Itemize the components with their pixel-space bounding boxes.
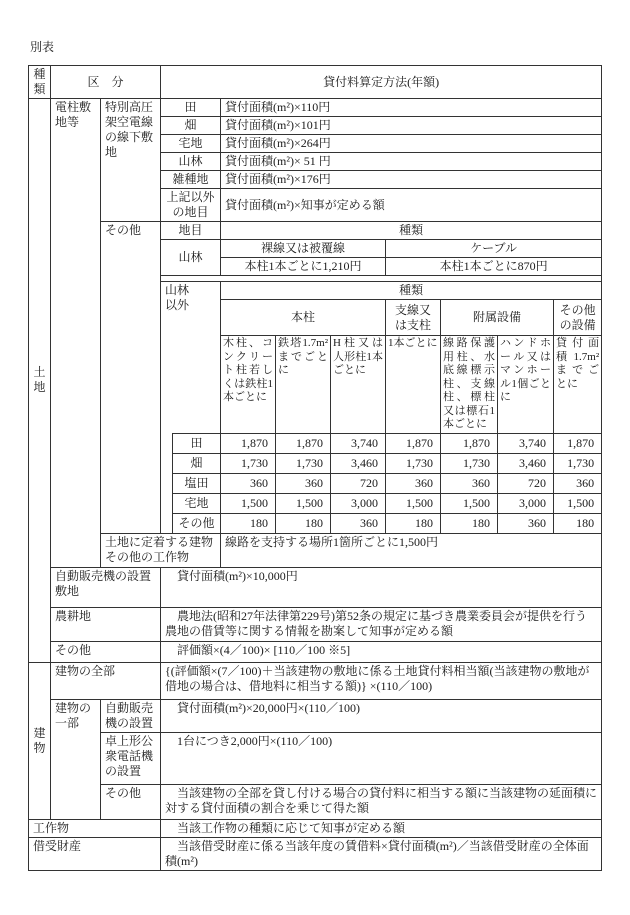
subheader-chimoku: 地目: [161, 222, 221, 240]
cell-jihanki-shikichi-formula: 貸付面積(m²)×10,000円: [161, 567, 602, 607]
cell-formula-ta: 貸付面積(m²)×110円: [221, 99, 602, 117]
data-cell: 1,870: [441, 433, 498, 453]
unit-header-handhole: ハンドホール又はマンホール1個ごとに: [498, 336, 554, 434]
data-cell: 1,870: [276, 433, 331, 453]
cell-ichibu-label: 建物の一部: [51, 699, 101, 819]
group-header-honbashira: 本柱: [221, 300, 386, 336]
data-cell: 720: [498, 473, 554, 493]
data-cell: 3,740: [331, 433, 386, 453]
cell-formula-zasshuchi: 貸付面積(m²)×176円: [221, 171, 602, 189]
cell-tochi-label: 土地: [29, 99, 51, 663]
group-header-sonota-setsubi: その他の設備: [554, 300, 602, 336]
data-cell: 1,730: [386, 453, 441, 473]
header-method: 貸付料算定方法(年額): [161, 66, 602, 99]
unit-header-mokuchu: 木柱、コンクリート柱若しくは鉄柱1本ごとに: [221, 336, 276, 434]
cell-nokochi-label: 農耕地: [51, 607, 161, 641]
cell-ichibu-denwa-formula: 1台につき2,000円×(110／100): [161, 732, 602, 784]
cell-wire-type-bare: 裸線又は被覆線: [221, 240, 386, 258]
unit-header-hbashira: H柱又は人形柱1本ごとに: [331, 336, 386, 434]
cell-ichibu-denwa-label: 卓上形公衆電話機の設置: [101, 732, 161, 784]
data-cell: 1,500: [441, 493, 498, 513]
cell-shakuju-formula: 当該借受財産に係る当該年度の賃借料×貸付面積(m²)／当該借受財産の全体面積(m²): [161, 837, 602, 870]
table-row: [29, 837, 602, 870]
cell-nokochi-formula: 農地法(昭和27年法律第229号)第52条の規定に基づき農業委員会が提供を行う農地の借賃等に関する情報を勘案して知事が定める額: [161, 607, 602, 641]
cell-wire-price-cable: 本柱1本ごとに870円: [386, 258, 602, 276]
cell-item-takuchi: 宅地: [161, 135, 221, 153]
cell-item-hata: 畑: [161, 117, 221, 135]
unit-header-ippon: 1本ごとに: [386, 336, 441, 434]
unit-header-senro-hogo: 線路保護用柱、水底線標示柱、支線柱、標柱又は標石1本ごとに: [441, 336, 498, 434]
cell-kosakubutsu-formula: 当該工作物の種類に応じて知事が定める額: [161, 819, 602, 837]
cell-item-zasshuchi: 雑種地: [161, 171, 221, 189]
data-cell: 1,730: [554, 453, 602, 473]
table-row: [29, 567, 602, 607]
table-row: [29, 607, 602, 641]
inset-spacer: [161, 493, 173, 513]
cell-formula-other-chimoku: 貸付面積(m²)×知事が定める額: [221, 189, 602, 222]
header-kind: 種類: [29, 66, 51, 99]
data-cell: 3,460: [331, 453, 386, 473]
table-row: [29, 99, 602, 117]
group-header-fuzoku: 附属設備: [441, 300, 554, 336]
cell-formula-takuchi: 貸付面積(m²)×264円: [221, 135, 602, 153]
data-cell: 360: [276, 473, 331, 493]
subheader-shurui-2: 種類: [221, 282, 602, 300]
cell-formula-hata: 貸付面積(m²)×101円: [221, 117, 602, 135]
cell-ichibu-jihanki-formula: 貸付面積(m²)×20,000円×(110／100): [161, 699, 602, 732]
data-cell: 3,000: [331, 493, 386, 513]
data-cell: 1,500: [276, 493, 331, 513]
table-row: [29, 784, 602, 819]
data-cell: 180: [441, 513, 498, 533]
data-cell: 360: [441, 473, 498, 493]
data-cell: 360: [498, 513, 554, 533]
data-cell: 1,730: [221, 453, 276, 473]
data-cell: 3,740: [498, 433, 554, 453]
fee-calculation-table: [28, 65, 602, 871]
data-cell: 720: [331, 473, 386, 493]
cell-sanrin-igai-label: 山林以外: [161, 282, 221, 434]
inset-spacer: [161, 453, 173, 473]
data-cell: 360: [221, 473, 276, 493]
data-cell: 360: [554, 473, 602, 493]
data-row-label-ta: 田: [173, 433, 221, 453]
data-cell: 3,000: [498, 493, 554, 513]
data-cell: 1,730: [276, 453, 331, 473]
cell-wire-type-cable: ケーブル: [386, 240, 602, 258]
data-cell: 1,730: [441, 453, 498, 473]
cell-item-other-chimoku: 上記以外の地目: [161, 189, 221, 222]
data-cell: 180: [386, 513, 441, 533]
table-header-row: [29, 66, 602, 99]
group-header-shisen: 支線又は支柱: [386, 300, 441, 336]
inset-spacer: [161, 433, 173, 453]
cell-item-ta: 田: [161, 99, 221, 117]
cell-tokubetsu-label: 特別高圧架空電線の線下敷地: [101, 99, 161, 222]
table-row: [29, 699, 602, 732]
data-cell: 1,500: [221, 493, 276, 513]
table-row: [29, 819, 602, 837]
cell-denchu-sonota-label: その他: [101, 222, 161, 534]
data-cell: 180: [554, 513, 602, 533]
data-row-label-sonota: その他: [173, 513, 221, 533]
table-row: [29, 533, 602, 567]
subheader-shurui: 種類: [221, 222, 602, 240]
cell-tochi-sonota-formula: 評価額×(4／100)× [110／100 ※5]: [161, 641, 602, 662]
data-cell: 1,500: [386, 493, 441, 513]
data-row-label-hata: 畑: [173, 453, 221, 473]
data-cell: 1,500: [554, 493, 602, 513]
document-title: 別表: [30, 40, 55, 54]
cell-zenbu-formula: {(評価額×(7／100)＋当該建物の敷地に係る土地貸付料相当額(当該建物の敷地が借地の場合は、借地料に相当する額)} ×(110／100): [161, 662, 602, 699]
inset-spacer: [161, 473, 173, 493]
cell-sanrin-chimoku: 山林: [161, 240, 221, 276]
data-cell: 1,870: [221, 433, 276, 453]
data-cell: 180: [276, 513, 331, 533]
data-cell: 180: [221, 513, 276, 533]
table-row: [29, 222, 602, 240]
data-cell: 360: [386, 473, 441, 493]
cell-tochi-sonota-label: その他: [51, 641, 161, 662]
cell-tatemono-label: 建物: [29, 662, 51, 819]
data-cell: 1,870: [386, 433, 441, 453]
header-category: 区 分: [51, 66, 161, 99]
unit-header-menseki: 貸付面積1.7m²までごとに: [554, 336, 602, 434]
cell-jihanki-shikichi-label: 自動販売機の設置敷地: [51, 567, 161, 607]
cell-ichibu-sonota-formula: 当該建物の全部を貸し付ける場合の貸付料に相当する額に当該建物の延面積に対する貸付面積の割合を乗じて得た額: [161, 784, 602, 819]
unit-header-tetto: 鉄塔1.7m²までごとに: [276, 336, 331, 434]
inset-spacer: [161, 513, 173, 533]
data-cell: 3,460: [498, 453, 554, 473]
cell-teichaku-formula: 線路を支持する場所1箇所ごとに1,500円: [221, 533, 602, 567]
cell-teichaku-label: 土地に定着する建物その他の工作物: [101, 533, 221, 567]
table-row: [29, 732, 602, 784]
table-row: [29, 662, 602, 699]
cell-denchu-label: 電柱敷地等: [51, 99, 101, 568]
cell-wire-price-bare: 本柱1本ごとに1,210円: [221, 258, 386, 276]
cell-zenbu-label: 建物の全部: [51, 662, 161, 699]
table-row: [29, 641, 602, 662]
cell-formula-sanrin: 貸付面積(m²)× 51 円: [221, 153, 602, 171]
cell-shakuju-label: 借受財産: [29, 837, 161, 870]
data-row-label-takuchi: 宅地: [173, 493, 221, 513]
cell-ichibu-sonota-label: その他: [101, 784, 161, 819]
cell-kosakubutsu-label: 工作物: [29, 819, 161, 837]
cell-ichibu-jihanki-label: 自動販売機の設置: [101, 699, 161, 732]
data-cell: 360: [331, 513, 386, 533]
data-cell: 1,870: [554, 433, 602, 453]
cell-item-sanrin: 山林: [161, 153, 221, 171]
data-row-label-enden: 塩田: [173, 473, 221, 493]
